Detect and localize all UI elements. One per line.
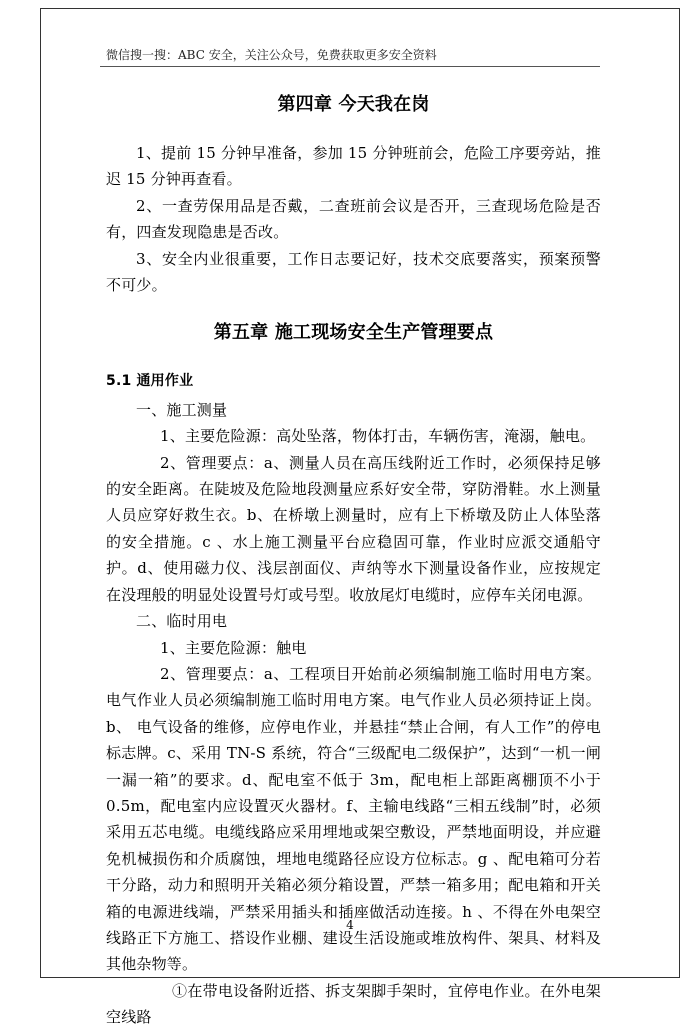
- section-5-1-heading: 5.1 通用作业: [106, 373, 194, 390]
- page-number: 4: [346, 918, 354, 932]
- page-body: [106, 92, 601, 1031]
- chapter-4-item-1: 1、提前 15 分钟早准备，参加 15 分钟班前会，危险工序要旁站，推迟 15 分钟再查看。: [106, 144, 601, 189]
- survey-management-points: 2、管理要点：a、测量人员在高压线附近工作时，必须保持足够的安全距离。在陡坡及危险地段测量应系好安全带，穿防滑鞋。水上测量人员应穿好救生衣。b、在桥墩上测量时，应有上下桥墩及防止人体坠落的安全措施。c 、水上施工测量平台应稳固可靠，作业时应派交通船守护。d、使用磁力仪、浅层剖面仪、声纳等水下测量设备作业，应按规定在没理般的明显处设置号灯或号型。收放尾灯电缆时，应停车关闭电源。: [106, 453, 601, 604]
- header-divider: [100, 66, 600, 67]
- chapter-4-item-3: 3、安全内业很重要，工作日志要记好，技术交底要落实，预案预警不可少。: [106, 249, 601, 295]
- power-note-1: ①在带电设备附近搭、拆支架脚手架时，宜停电作业。在外电架空线路: [106, 981, 601, 1027]
- power-management-points: 2、管理要点：a、工程项目开始前必须编制施工临时用电方案。电气作业人员必须编制施工临时用电方案。电气作业人员必须持证上岗。b、 电气设备的维修，应停电作业，并悬挂“禁止合闸，有人工作”的停电标志牌。c、采用 TN-S 系统，符合“三级配电二级保护”，达到“一机一闸一漏一箱”的要求。d、配电室不低于 3m，配电柜上部距离棚顶不小于 0.5m，配电室内应设置灭火器材。f、主输电线路“三相五线制”时，必须采用五芯电缆。电缆线路应采用埋地或架空敷设，严禁地面明设，并应避免机械损伤和介质腐蚀，埋地电缆路径应设方位标志。g 、配电箱可分若干分路，动力和照明开关箱必须分箱设置，严禁一箱多用；配电箱和开关箱的电源进线端，严禁采用插头和插座做活动连接。h 、不得在外电架空线路正下方施工、搭设作业棚、建设生活设施或堆放构件、架具、材料及其他杂物等。: [106, 664, 601, 974]
- subsection-survey-heading: 一、施工测量: [136, 400, 228, 419]
- subsection-power-heading: 二、临时用电: [136, 612, 228, 631]
- survey-hazard: 1、主要危险源：高处坠落，物体打击，车辆伤害，淹溺，触电。: [160, 427, 596, 446]
- page-header: 微信搜一搜：ABC 安全，关注公众号，免费获取更多安全资料: [106, 48, 437, 62]
- power-hazard: 1、主要危险源：触电: [160, 638, 307, 657]
- chapter-4-title: 第四章 今天我在岗: [277, 94, 430, 115]
- chapter-4-item-2: 2、一查劳保用品是否戴，二查班前会议是否开，三查现场危险是否有，四查发现隐患是否改。: [106, 196, 601, 242]
- chapter-5-title: 第五章 施工现场安全生产管理要点: [213, 322, 494, 344]
